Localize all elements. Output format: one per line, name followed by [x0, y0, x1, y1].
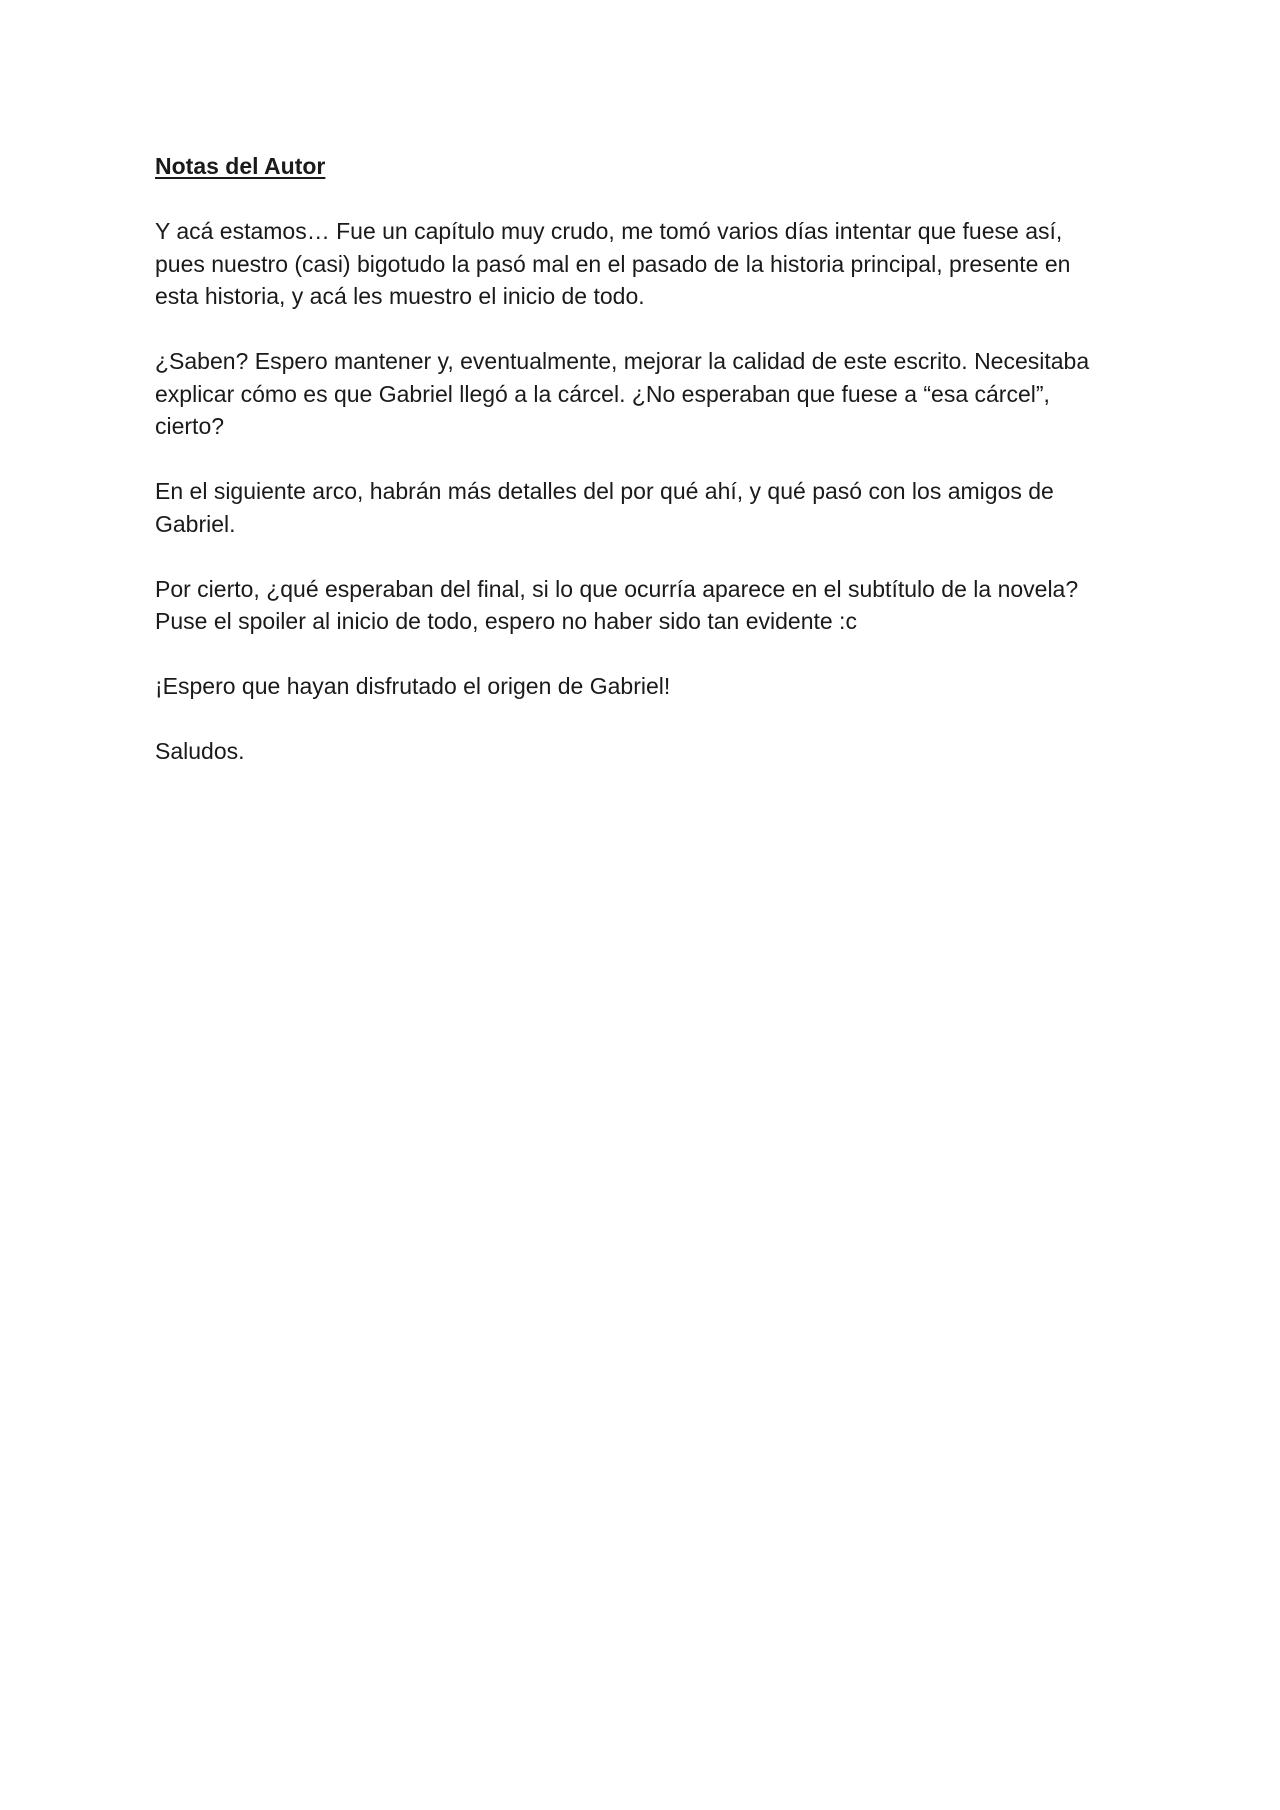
paragraph-line: Saludos.: [155, 738, 245, 764]
paragraph-line: cierto?: [155, 413, 225, 439]
paragraph-farewell: [155, 735, 1135, 768]
paragraph-closing-wish: [155, 670, 1135, 703]
paragraph-line: ¿Saben? Espero mantener y, eventualmente, mejorar la calidad de este escrito. Necesitaba: [155, 348, 1090, 374]
paragraph-line: Y acá estamos… Fue un capítulo muy crudo, me tomó varios días intentar que fuese así,: [155, 218, 1063, 244]
notes-heading: Notas del Autor: [155, 153, 326, 179]
paragraph-line: esta historia, y acá les muestro el inicio de todo.: [155, 283, 645, 309]
paragraph-next-arc: [155, 475, 1135, 540]
paragraph-line: Puse el spoiler al inicio de todo, espero no haber sido tan evidente :c: [155, 608, 857, 634]
paragraph-line: En el siguiente arco, habrán más detalles del por qué ahí, y qué pasó con los amigos de: [155, 478, 1054, 504]
paragraph-intro: [155, 215, 1135, 313]
paragraph-line: pues nuestro (casi) bigotudo la pasó mal en el pasado de la historia principal, presente en: [155, 250, 1071, 277]
paragraph-saben: [155, 345, 1135, 443]
paragraph-line: Por cierto, ¿qué esperaban del final, si lo que ocurría aparece en el subtítulo de la novela?: [155, 575, 1079, 602]
paragraph-line: ¡Espero que hayan disfrutado el origen de Gabriel!: [155, 673, 671, 699]
document-body: [155, 150, 1135, 800]
paragraph-line: explicar cómo es que Gabriel llegó a la cárcel. ¿No esperaban que fuese a “esa cárcel”,: [155, 380, 1050, 407]
paragraph-ending: [155, 573, 1135, 638]
paragraph-line: Gabriel.: [155, 510, 236, 537]
